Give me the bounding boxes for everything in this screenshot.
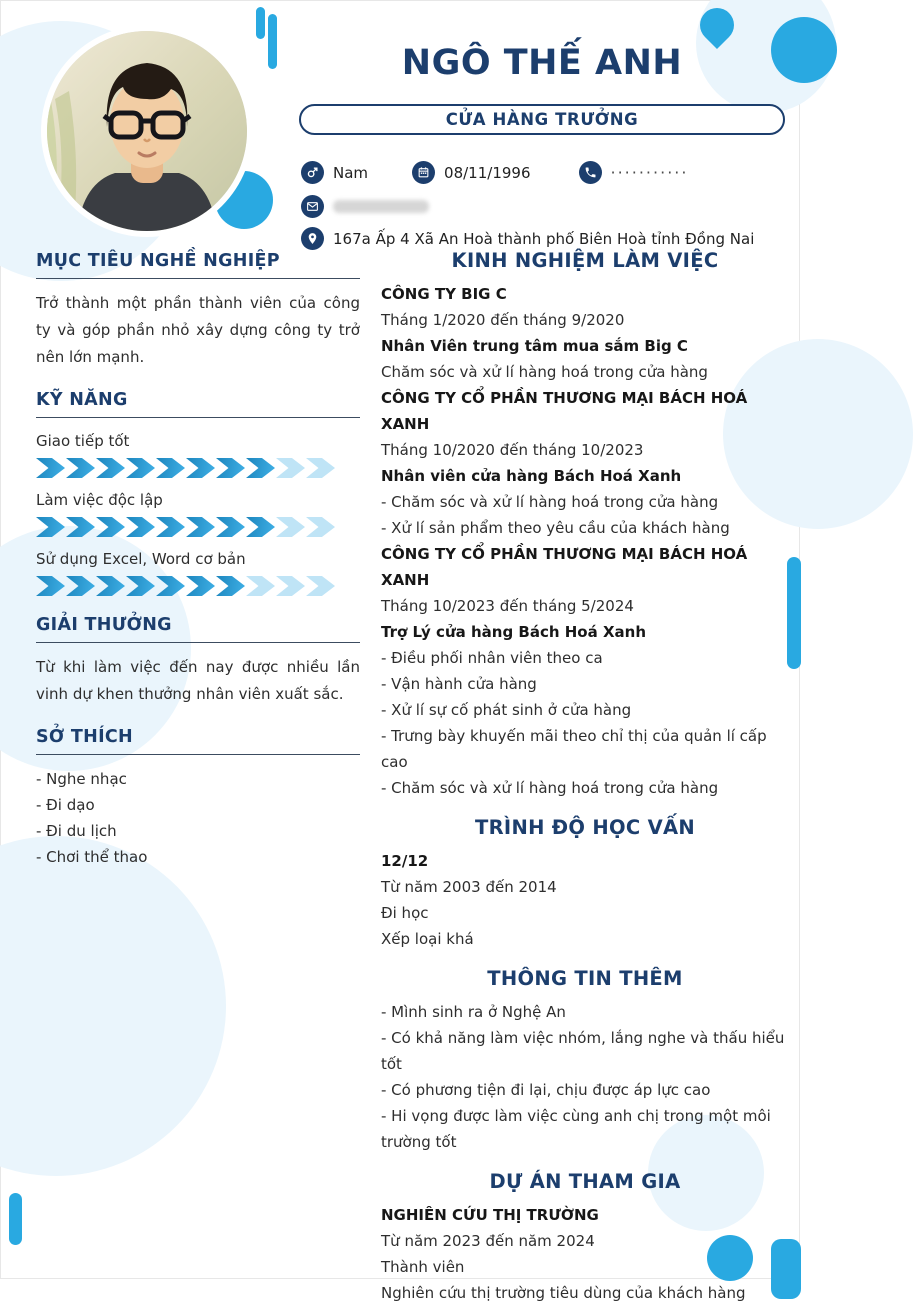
hobby-line: - Đi du lịch bbox=[36, 822, 117, 840]
chevron-icon bbox=[126, 576, 155, 596]
chevron-icon bbox=[186, 517, 215, 537]
profile-photo-image bbox=[47, 31, 247, 231]
chevron-icon bbox=[36, 517, 65, 537]
skills-heading: KỸ NĂNG bbox=[36, 390, 360, 418]
experience-line: CÔNG TY BIG C bbox=[381, 285, 507, 303]
chevron-icon bbox=[276, 458, 305, 478]
skill-level-bar bbox=[36, 576, 360, 596]
skill-label: Giao tiếp tốt bbox=[36, 432, 130, 450]
chevron-icon bbox=[126, 517, 155, 537]
education-list bbox=[381, 848, 789, 952]
objective-body: Trở thành một phần thành viên của công ty và góp phần nhỏ xây dựng công ty trở nên lớn mạnh. bbox=[36, 294, 360, 366]
additional-info-list bbox=[381, 999, 789, 1155]
experience-line: Trợ Lý cửa hàng Bách Hoá Xanh bbox=[381, 623, 646, 641]
additional-info-line: - Có phương tiện đi lại, chịu được áp lực cao bbox=[381, 1081, 711, 1099]
awards-body: Từ khi làm việc đến nay được nhiều lần vinh dự khen thưởng nhân viên xuất sắc. bbox=[36, 658, 360, 703]
experience-line: - Chăm sóc và xử lí hàng hoá trong cửa hàng bbox=[381, 493, 719, 511]
projects-list bbox=[381, 1202, 789, 1306]
additional-info-line: - Mình sinh ra ở Nghệ An bbox=[381, 1003, 566, 1021]
email-item bbox=[301, 195, 429, 218]
address-value: 167a Ấp 4 Xã An Hoà thành phố Biên Hoà tỉnh Đồng Nai bbox=[333, 229, 755, 248]
chevron-icon bbox=[36, 576, 65, 596]
chevron-icon bbox=[276, 576, 305, 596]
awards-section bbox=[36, 615, 360, 708]
chevron-icon bbox=[246, 576, 275, 596]
experience-line: CÔNG TY CỔ PHẦN THƯƠNG MẠI BÁCH HOÁ XANH bbox=[381, 389, 748, 433]
chevron-icon bbox=[216, 576, 245, 596]
chevron-icon bbox=[66, 517, 95, 537]
experience-list bbox=[381, 281, 789, 801]
experience-line: - Trưng bày khuyến mãi theo chỉ thị của quản lí cấp cao bbox=[381, 727, 767, 771]
experience-line: - Xử lí sự cố phát sinh ở cửa hàng bbox=[381, 701, 632, 719]
chevron-icon bbox=[306, 576, 335, 596]
project-line: Thành viên bbox=[381, 1258, 465, 1276]
profile-photo bbox=[41, 25, 253, 237]
education-line: Đi học bbox=[381, 904, 429, 922]
hobby-line: - Chơi thể thao bbox=[36, 848, 148, 866]
chevron-icon bbox=[96, 458, 125, 478]
chevron-icon bbox=[96, 517, 125, 537]
chevron-icon bbox=[156, 458, 185, 478]
objective-section bbox=[36, 251, 360, 371]
hobby-line: - Đi dạo bbox=[36, 796, 95, 814]
dob-item bbox=[412, 161, 530, 184]
chevron-icon bbox=[66, 458, 95, 478]
additional-info-heading: THÔNG TIN THÊM bbox=[487, 967, 683, 990]
skill-level-bar bbox=[36, 517, 360, 537]
chevron-icon bbox=[66, 576, 95, 596]
decor-bar-top-a bbox=[256, 7, 265, 39]
gender-value: Nam bbox=[333, 163, 369, 182]
chevron-icon bbox=[216, 517, 245, 537]
envelope-icon bbox=[301, 195, 324, 218]
education-line: Từ năm 2003 đến 2014 bbox=[381, 878, 557, 896]
job-title-badge bbox=[299, 104, 785, 135]
skill-label: Làm việc độc lập bbox=[36, 491, 163, 509]
chevron-icon bbox=[96, 576, 125, 596]
location-pin-icon bbox=[301, 227, 324, 250]
skills-section bbox=[36, 390, 360, 596]
chevron-icon bbox=[156, 517, 185, 537]
projects-heading: DỰ ÁN THAM GIA bbox=[489, 1170, 681, 1193]
hobbies-list bbox=[36, 766, 360, 870]
calendar-icon bbox=[412, 161, 435, 184]
chevron-icon bbox=[36, 458, 65, 478]
experience-line: Nhân viên cửa hàng Bách Hoá Xanh bbox=[381, 467, 682, 485]
skill-label: Sử dụng Excel, Word cơ bản bbox=[36, 550, 246, 568]
chevron-icon bbox=[186, 576, 215, 596]
hobbies-heading: SỞ THÍCH bbox=[36, 727, 360, 755]
hobby-line: - Nghe nhạc bbox=[36, 770, 127, 788]
experience-line: Tháng 10/2023 đến tháng 5/2024 bbox=[381, 597, 634, 615]
experience-line: Chăm sóc và xử lí hàng hoá trong cửa hàng bbox=[381, 363, 708, 381]
experience-line: - Vận hành cửa hàng bbox=[381, 675, 537, 693]
chevron-icon bbox=[246, 517, 275, 537]
additional-info-line: - Hi vọng được làm việc cùng anh chị trong một môi trường tốt bbox=[381, 1107, 771, 1151]
chevron-icon bbox=[216, 458, 245, 478]
chevron-icon bbox=[306, 458, 335, 478]
hobbies-section bbox=[36, 727, 360, 870]
contact-row-1 bbox=[301, 161, 688, 184]
right-column bbox=[381, 247, 789, 1306]
education-line: Xếp loại khá bbox=[381, 930, 474, 948]
chevron-icon bbox=[186, 458, 215, 478]
chevron-icon bbox=[156, 576, 185, 596]
gender-item bbox=[301, 161, 368, 184]
experience-line: - Chăm sóc và xử lí hàng hoá trong cửa hàng bbox=[381, 779, 719, 797]
left-column bbox=[36, 251, 360, 889]
chevron-icon bbox=[276, 517, 305, 537]
project-line: Từ năm 2023 đến năm 2024 bbox=[381, 1232, 595, 1250]
contact-row-2 bbox=[301, 195, 429, 218]
skill-level-bar bbox=[36, 458, 360, 478]
decor-bar-right-edge bbox=[787, 557, 801, 669]
phone-item bbox=[579, 161, 689, 184]
experience-heading: KINH NGHIỆM LÀM VIỆC bbox=[451, 249, 719, 272]
education-heading: TRÌNH ĐỘ HỌC VẤN bbox=[474, 816, 695, 839]
experience-line: - Điều phối nhân viên theo ca bbox=[381, 649, 603, 667]
email-value-redacted bbox=[333, 200, 429, 213]
gender-icon bbox=[301, 161, 324, 184]
objective-heading: MỤC TIÊU NGHỀ NGHIỆP bbox=[36, 251, 360, 279]
phone-value-redacted: ··········· bbox=[610, 163, 689, 182]
chevron-icon bbox=[126, 458, 155, 478]
education-line: 12/12 bbox=[381, 852, 429, 870]
decor-bar-bottom-left bbox=[9, 1193, 22, 1245]
project-line: Nghiên cứu thị trường tiêu dùng của khách hàng bbox=[381, 1284, 746, 1302]
project-line: NGHIÊN CỨU THỊ TRƯỜNG bbox=[381, 1206, 599, 1224]
experience-line: Tháng 10/2020 đến tháng 10/2023 bbox=[381, 441, 644, 459]
decor-bar-top-b bbox=[268, 14, 277, 69]
skills-list bbox=[36, 429, 360, 596]
experience-line: CÔNG TY CỔ PHẦN THƯƠNG MẠI BÁCH HOÁ XANH bbox=[381, 545, 748, 589]
job-title-text: CỬA HÀNG TRƯỞNG bbox=[445, 110, 639, 129]
experience-line: - Xử lí sản phẩm theo yêu cầu của khách hàng bbox=[381, 519, 730, 537]
dob-value: 08/11/1996 bbox=[444, 163, 531, 182]
chevron-icon bbox=[246, 458, 275, 478]
phone-icon bbox=[579, 161, 602, 184]
experience-line: Tháng 1/2020 đến tháng 9/2020 bbox=[381, 311, 625, 329]
candidate-name: NGÔ THẾ ANH bbox=[401, 43, 683, 83]
additional-info-line: - Có khả năng làm việc nhóm, lắng nghe và thấu hiểu tốt bbox=[381, 1029, 785, 1073]
awards-heading: GIẢI THƯỞNG bbox=[36, 615, 360, 643]
experience-line: Nhân Viên trung tâm mua sắm Big C bbox=[381, 337, 688, 355]
chevron-icon bbox=[306, 517, 335, 537]
